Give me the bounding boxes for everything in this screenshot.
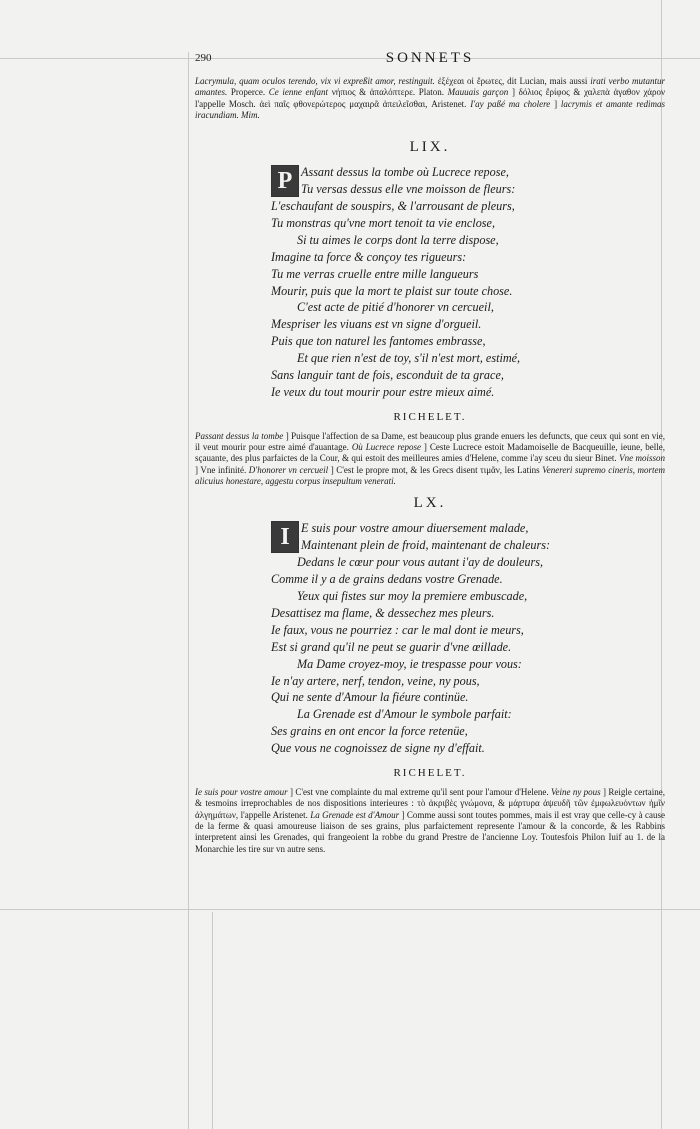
- scan-grid-line: [212, 912, 213, 1129]
- note-text-run: Où Lucrece repose: [351, 442, 421, 453]
- verse-line: Ie faux, vous ne pourriez : car le mal dont ie meurs,: [271, 622, 524, 637]
- verse-line: Que vous ne cognoissez de signe ny d'effait.: [271, 741, 485, 756]
- verse-line: Si tu aimes le corps dont la terre dispose,: [297, 232, 499, 247]
- sonnet-lx-title: LX.: [413, 495, 447, 512]
- ornamental-initial: I: [271, 521, 299, 553]
- sonnet-lx: [195, 520, 665, 757]
- sonnet-lix-title: LIX.: [409, 139, 451, 156]
- verse-line: Desattisez ma flame, & dessechez mes pleurs.: [271, 605, 495, 620]
- top-commentary-note: [195, 76, 665, 121]
- note-text-run: Properce.: [227, 87, 269, 98]
- verse-line: Est si grand qu'il ne peut se guarir d'vne œillade.: [271, 639, 512, 654]
- verse-line: La Grenade est d'Amour le symbole parfait:: [297, 707, 512, 722]
- verse-line: Ma Dame croyez-moy, ie trespasse pour vous:: [297, 656, 522, 671]
- note-text-run: D'honorer vn cercueil: [248, 464, 329, 475]
- note-text-run: Passant dessus la tombe: [195, 430, 284, 441]
- note-text-run: ]: [550, 98, 561, 109]
- verse-line: Ses grains en ont encor la force retenüe,: [271, 724, 468, 739]
- note-text-run: Venereri supremo cineris, mortem alicuius honestare, aggestu corpus insepultum venerati.: [195, 464, 666, 487]
- verse-line: E suis pour vostre amour diuersement malade,: [301, 521, 529, 536]
- verse-line: Comme il y a de grains dedans vostre Grenade.: [271, 572, 503, 587]
- note-text-run: ] Vne infinité.: [195, 464, 249, 475]
- note-text-run: lacrymis et amante redimas iracundiam. Mim.: [195, 98, 665, 120]
- verse-line: Yeux qui fistes sur moy la premiere embuscade,: [297, 588, 528, 603]
- verse-line: Sans languir tant de fois, esconduit de ta grace,: [271, 368, 504, 383]
- note-text-run: ] C'est le propre mot, & les Grecs disent τιμᾶν, les Latins: [328, 464, 543, 475]
- note-text-run: Vne moisson: [619, 453, 665, 464]
- note-text-run: I'ay paßé ma cholere: [470, 98, 551, 109]
- note-text-run: ] Ceste Lucrece estoit Madamoiselle de Bacqueuille, ieune, belle, sçauante, des plus parfaictes de la Cour, & qui estoit des meilleures amies d'Helene, comme i'ay sceu du sieur Binet.: [195, 442, 665, 464]
- note-text-run: Ie suis pour vostre amour: [195, 787, 288, 798]
- commentary-heading: RICHELET.: [393, 410, 467, 423]
- verse-line: Maintenant plein de froid, maintenant de chaleurs:: [301, 538, 551, 553]
- verse-line: Imagine ta force & conçoy tes rigueurs:: [271, 249, 467, 264]
- note-text-run: irati verbo mutantur amantes.: [195, 76, 666, 98]
- book-page: [195, 50, 665, 855]
- note-text-run: Mauuais garçon: [447, 87, 509, 98]
- note-text-run: ] Puisque l'affection de sa Dame, est beaucoup plus grande enuers les defuncts, que ceux qui sont en vie, il veut mourir pour estre aimé d'auantage.: [195, 430, 666, 453]
- verse-line: Tu me verras cruelle entre mille langueurs: [271, 266, 479, 281]
- commentary-lx: [195, 787, 665, 855]
- verse-line: Ie n'ay artere, nerf, tendon, veine, ny pous,: [271, 673, 480, 688]
- verse-line: C'est acte de pitié d'honorer vn cercueil,: [297, 300, 494, 315]
- verse-line: Tu versas dessus elle vne moisson de fleurs:: [301, 182, 516, 197]
- sonnet-lix: [195, 164, 665, 401]
- note-text-run: ] Reigle certaine, & tesmoins irreprochables de nos dispositions interieures : τὸ ἀκριβὲς γνώμονα, & μάρτυρα ἀψευδῆ τῶν ἐμφωλευόντων ἡμῖν ἀλγημάτων, l'appelle Aristenet.: [195, 787, 665, 820]
- verse-line: Qui ne sente d'Amour la fiéure continüe.: [271, 690, 469, 705]
- note-text-run: Ce ienne enfant: [268, 87, 329, 98]
- note-text-run: ] δόλιος ἔρίφος & χαλεπὰ ἀγαθον χάρον l'appelle Mosch. ἀεὶ παῖς φθονερώτερος μαχαιρᾶ ἀπειλεῖσθαι, Aristenet.: [195, 87, 666, 109]
- verse-line: Dedans le cœur pour vous autant i'ay de douleurs,: [297, 555, 543, 570]
- note-text-run: Veine ny pous: [550, 787, 601, 798]
- verse-line: Ie veux du tout mourir pour estre mieux aimé.: [271, 384, 495, 399]
- scan-grid-line: [188, 52, 189, 1129]
- note-text-run: Lacrymula, quam oculos terendo, vix vi expreßit amor, restinguit.: [195, 76, 435, 86]
- note-text-run: ] Comme aussi sont toutes pommes, mais il est vray que celle-cy à cause de la ferme & quasi amoureuse liaison de ses grains, plus parfaictement represente l'amour & la concorde, & les Rabbins interpretent ainsi les Grenades, qui frangeoient la robbe du grand Prestre de l'ancienne Loy. Toutesfois Philon Iuif au 1. de la Monarchie les tire sur vn autre sens.: [195, 809, 666, 854]
- verse-line: Et que rien n'est de toy, s'il n'est mort, estimé,: [297, 351, 521, 366]
- scan-grid-line: [0, 909, 700, 910]
- note-text-run: La Grenade est d'Amour: [310, 809, 400, 820]
- running-title: SONNETS: [385, 50, 475, 66]
- ornamental-initial: P: [271, 165, 299, 197]
- commentary-lix: [195, 431, 665, 487]
- verse-line: Mourir, puis que la mort te plaist sur toute chose.: [271, 283, 513, 298]
- verse-line: Mespriser les viuans est vn signe d'orgueil.: [271, 317, 482, 332]
- page-number: 290: [195, 52, 212, 64]
- note-text-run: νήπιος & ἁπαλόπτερε. Platon.: [328, 87, 448, 98]
- verse-line: Puis que ton naturel les fantomes embrasse,: [271, 334, 486, 349]
- commentary-heading: RICHELET.: [393, 767, 467, 780]
- page-header: [195, 50, 665, 72]
- verse-line: Tu monstras qu'vne mort tenoit ta vie enclose,: [271, 215, 495, 230]
- verse-line: L'eschaufant de souspirs, & l'arrousant de pleurs,: [271, 199, 515, 213]
- note-text-run: ἐξέχεαι οἱ ἔρωτες, dit Lucian, mais aussi: [434, 76, 591, 86]
- verse-line: Assant dessus la tombe où Lucrece repose,: [301, 165, 509, 180]
- note-text-run: ] C'est vne complainte du mal extreme qu'il sent pour l'amour d'Helene.: [287, 787, 551, 798]
